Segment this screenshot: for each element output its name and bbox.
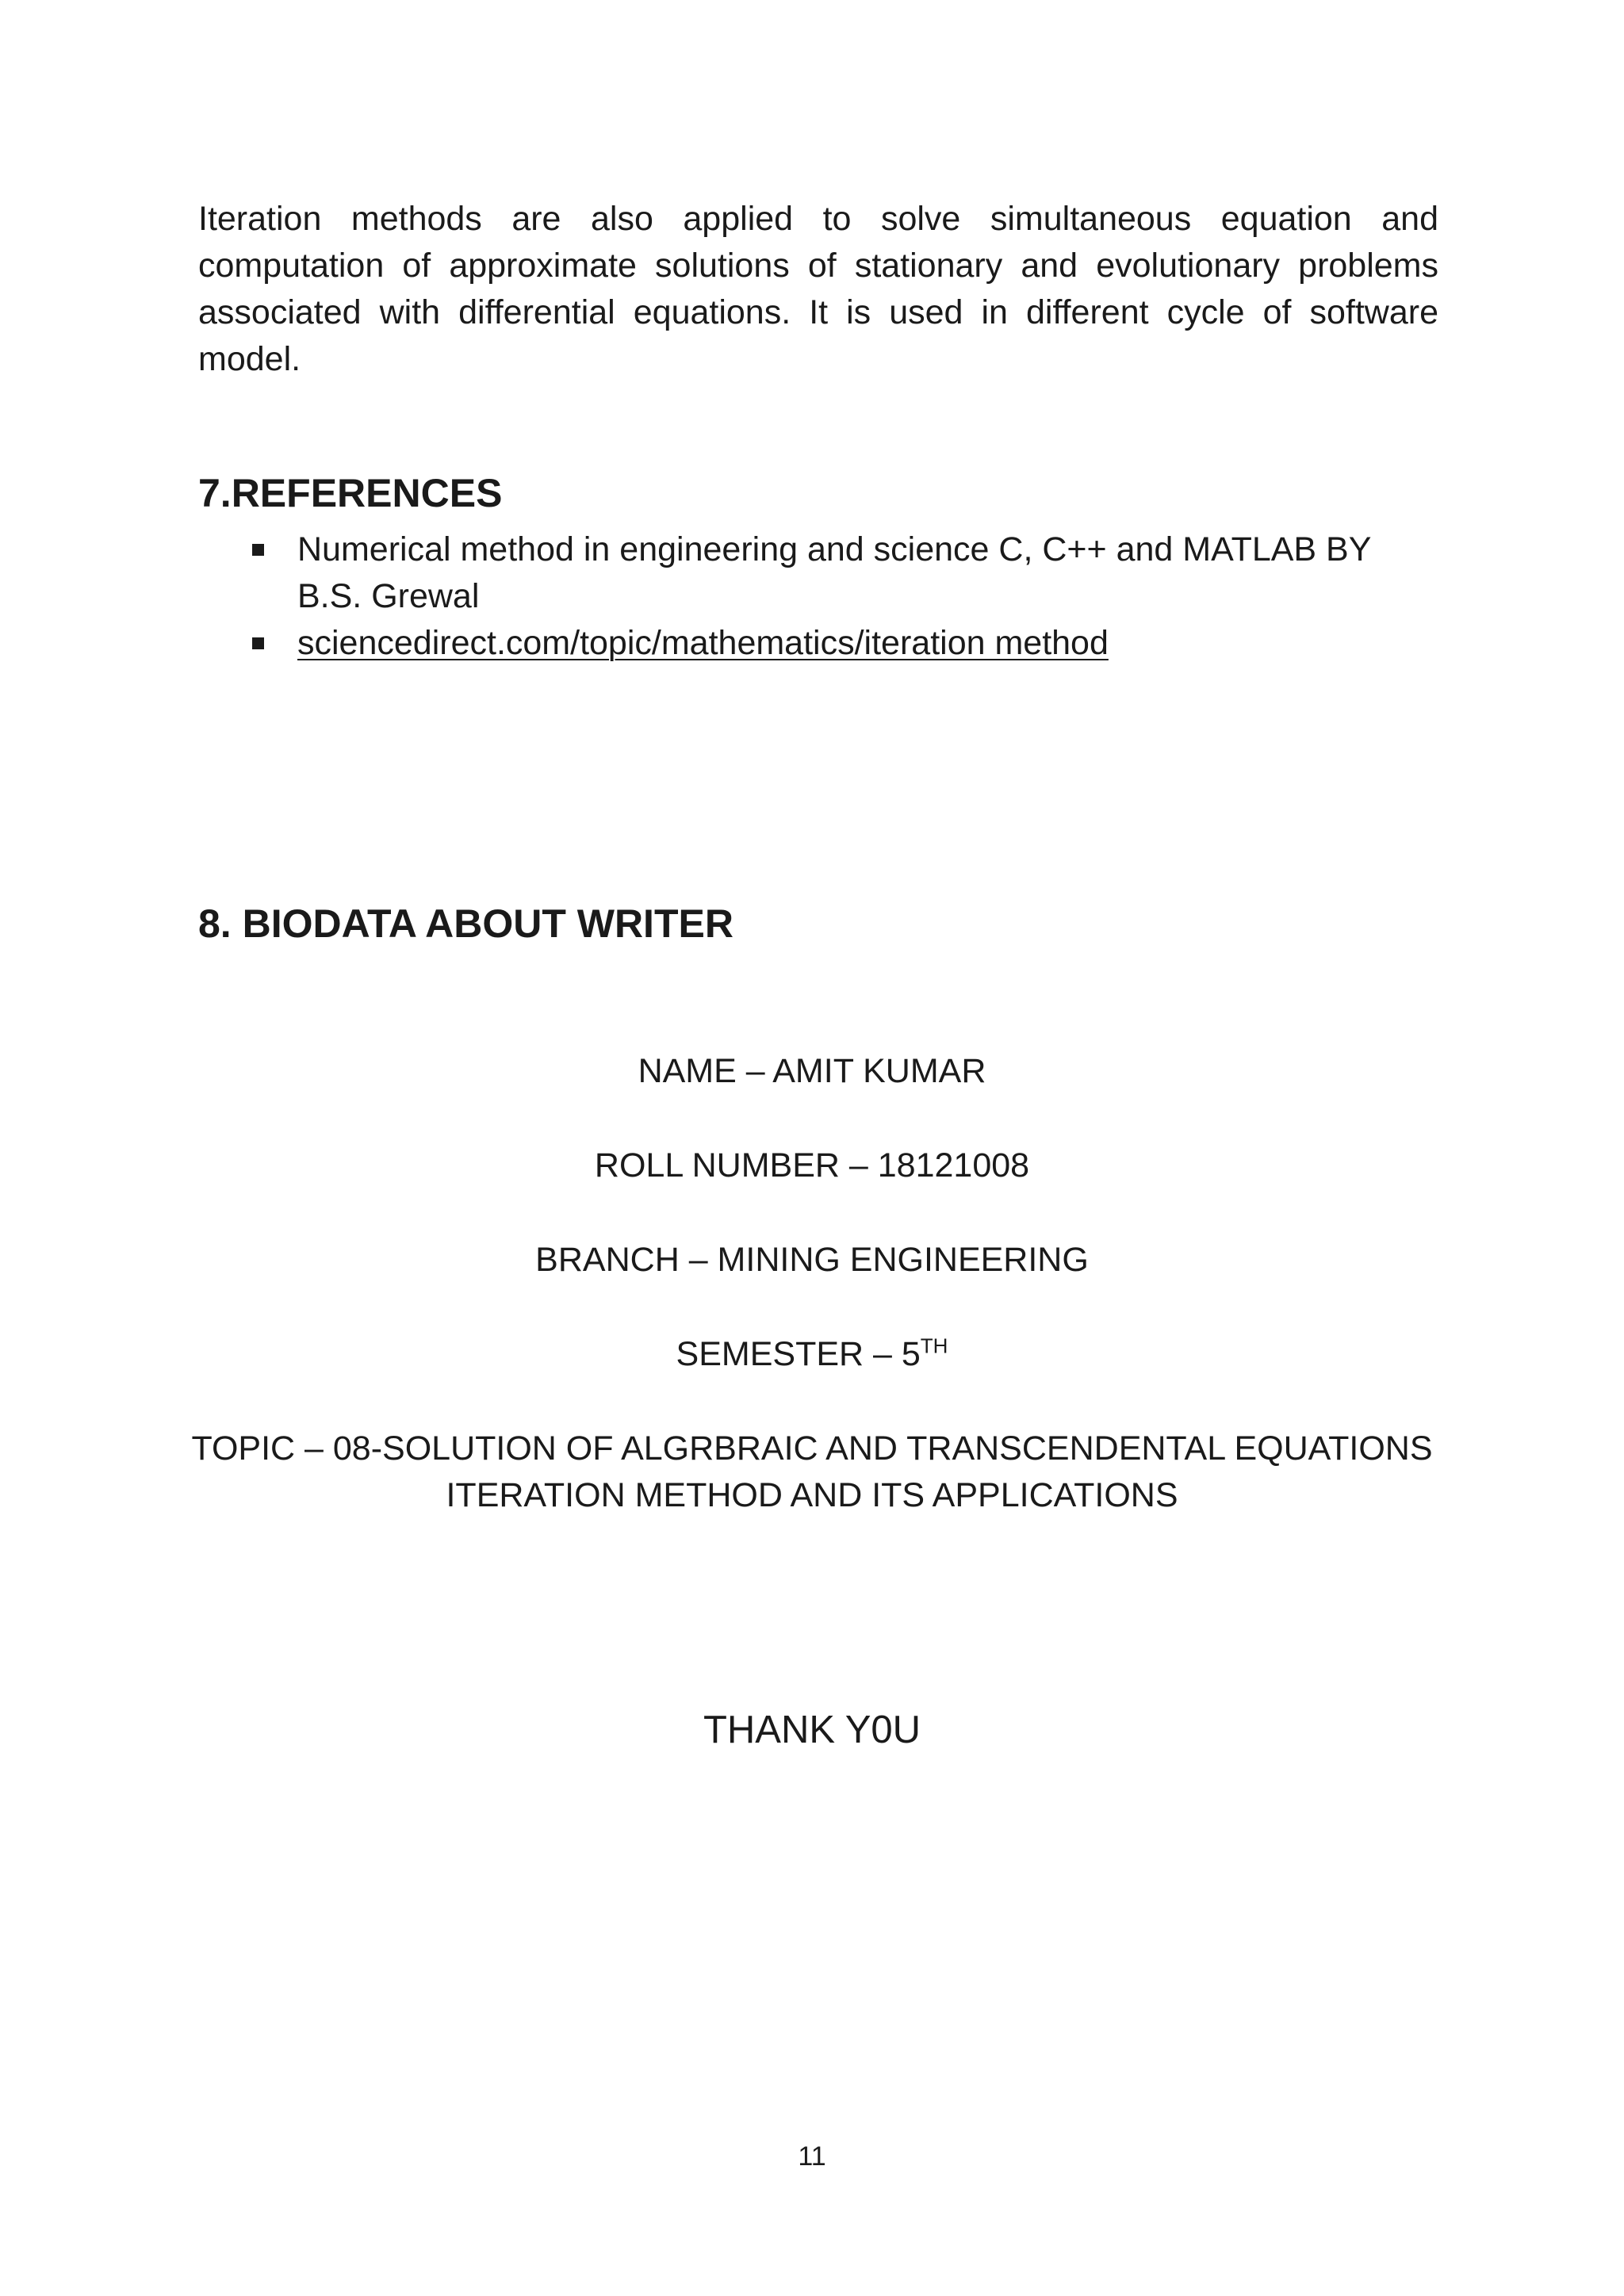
writer-topic-line-2: ITERATION METHOD AND ITS APPLICATIONS (446, 1476, 1178, 1514)
writer-name: NAME – AMIT KUMAR (638, 1052, 986, 1090)
reference-item-link[interactable] (198, 620, 1438, 667)
writer-branch: BRANCH – MINING ENGINEERING (535, 1241, 1089, 1279)
semester-text: SEMESTER – 5 (676, 1335, 921, 1373)
writer-roll-number: ROLL NUMBER – 18121008 (594, 1146, 1030, 1184)
reference-text: Numerical method in engineering and science C, C++ and MATLAB BY B.S. Grewal (297, 530, 1371, 615)
intro-paragraph: Iteration methods are also applied to solve simultaneous equation and computation of approximate solutions of stationary and evolutionary problems associated with differential equations. It is used in different cycle of software model. (198, 200, 1438, 378)
writer-semester (0, 1331, 1624, 1378)
closing-text: THANK Y0U (703, 1709, 921, 1751)
references-heading: 7.REFERENCES (198, 471, 503, 515)
biodata-heading: 8. BIODATA ABOUT WRITER (198, 901, 733, 946)
page-number: 11 (798, 2141, 826, 2172)
reference-link[interactable]: sciencedirect.com/topic/mathematics/iteration method (297, 624, 1109, 662)
writer-topic-line-1: TOPIC – 08-SOLUTION OF ALGRBRAIC AND TRANSCENDENTAL EQUATIONS (191, 1429, 1433, 1468)
references-list (198, 526, 1438, 667)
semester-suffix: TH (920, 1334, 948, 1358)
square-bullet-icon (252, 544, 264, 556)
square-bullet-icon (252, 637, 264, 649)
reference-item-book (198, 526, 1438, 620)
